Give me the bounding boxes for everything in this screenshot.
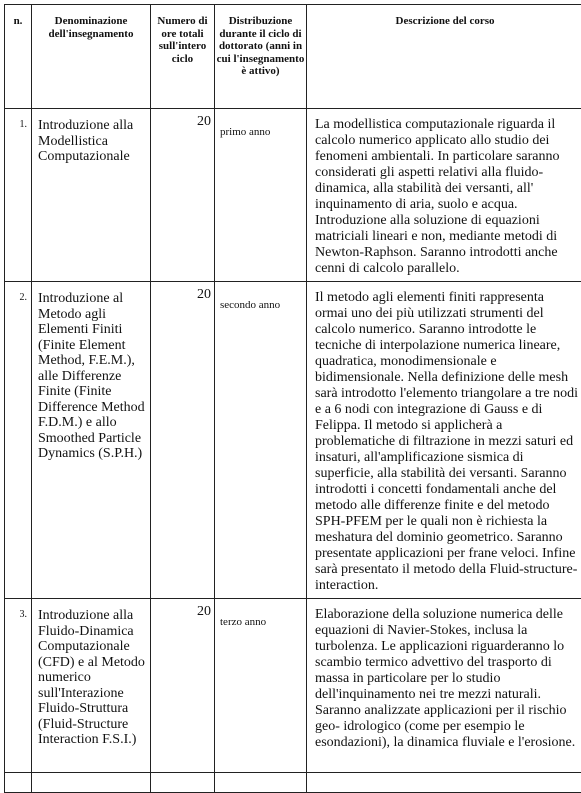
course-year: primo anno (215, 109, 307, 282)
table-row (5, 109, 581, 282)
header-number: n. (5, 5, 32, 109)
course-year: terzo anno (215, 599, 307, 773)
header-distribution: Distribuzione durante il ciclo di dottorato (anni in cui l'insegnamento è attivo) (215, 5, 307, 109)
course-hours: 20 (151, 282, 215, 599)
table-row-partial (5, 773, 581, 793)
course-year: secondo anno (215, 282, 307, 599)
header-total-hours: Numero di ore totali sull'intero ciclo (151, 5, 215, 109)
row-number: 2. (5, 282, 32, 599)
table-row (5, 282, 581, 599)
courses-table (4, 4, 581, 793)
row-number: 3. (5, 599, 32, 773)
course-description: La modellistica computazionale riguarda il calcolo numerico applicato allo studio dei fenomeni ambientali. In particolare saranno considerati gli aspetti relativi alla fluido-dinamica, alla stabilità dei versanti, all' inquinamento di aria, suolo e acqua. Introduzione alla soluzione di equazioni matriciali lineari e non, mediante metodi di Newton-Raphson. Saranno introdotti anche cenni di calcolo parallelo. (307, 109, 581, 282)
header-description: Descrizione del corso (307, 5, 581, 109)
course-name: Introduzione alla Modellistica Computazionale (32, 109, 151, 282)
row-number: 1. (5, 109, 32, 282)
course-hours: 20 (151, 109, 215, 282)
course-description: Elaborazione della soluzione numerica delle equazioni di Navier-Stokes, inclusa la turbolenza. Le applicazioni riguarderanno lo scambio termico advettivo del trasporto di massa in particolare per lo studio dell'inquinamento nei tre mezzi naturali. Saranno analizzate applicazioni per il rischio geo- idrologico (come per esempio le esondazioni), la dinamica fluviale e l'erosione. (307, 599, 581, 773)
header-course-name: Denominazione dell'insegnamento (32, 5, 151, 109)
course-name: Introduzione alla Fluido-Dinamica Computazionale (CFD) e al Metodo numerico sull'Interazione Fluido-Struttura (Fluid-Structure Interaction F.S.I.) (32, 599, 151, 773)
course-name: Introduzione al Metodo agli Elementi Finiti (Finite Element Method, F.E.M.), alle Differenze Finite (Finite Difference Method F.D.M.) e allo Smoothed Particle Dynamics (S.P.H.) (32, 282, 151, 599)
course-description: Il metodo agli elementi finiti rappresenta ormai uno dei più utilizzati strumenti del calcolo numerico. Saranno introdotte le tecniche di interpolazione numerica lineare, quadratica, monodimensionale e bidimensionale. Nella definizione delle mesh sarà introdotto l'elemento triangolare a tre nodi e a 6 nodi con integrazione di Gauss e di Felippa. Il metodo si applicherà a problematiche di filtrazione in mezzi saturi ed insaturi, all'amplificazione sismica di superficie, alla stabilità dei versanti. Saranno introdotti i concetti fondamentali anche del metodo alle differenze finite e del metodo SPH-PFEM per le quali non è richiesta la meshatura del dominio geometrico. Saranno presentate applicazioni per frane veloci. Infine sarà presentato il metodo della Fluid-structure-interaction. (307, 282, 581, 599)
table-header-row (5, 5, 581, 109)
course-hours: 20 (151, 599, 215, 773)
table-row (5, 599, 581, 773)
